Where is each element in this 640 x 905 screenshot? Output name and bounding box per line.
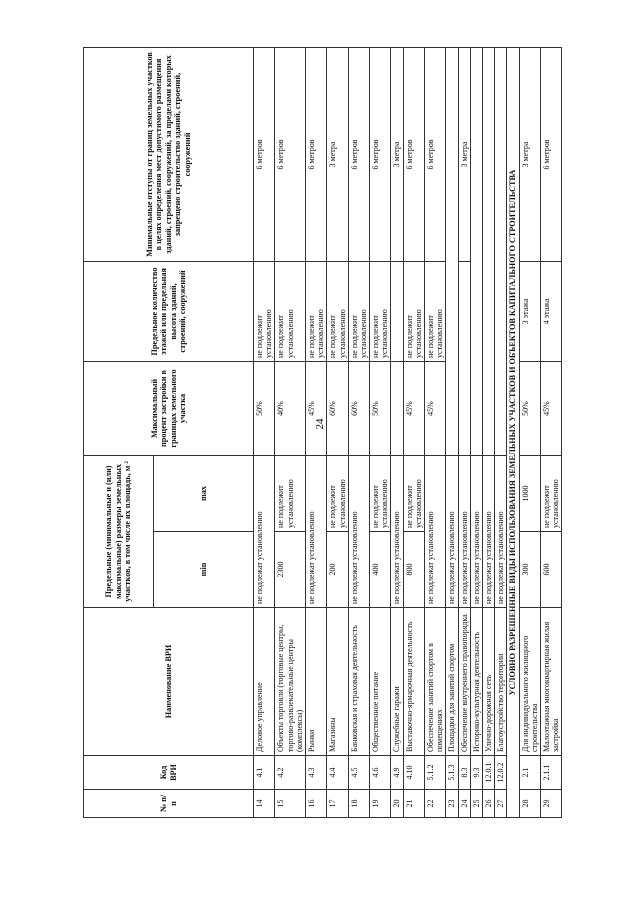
row-setback: 6 метров: [425, 47, 446, 261]
row-num: 16: [305, 790, 326, 818]
row-min: 800: [403, 532, 424, 608]
row-setback: 6 метров: [275, 47, 306, 261]
table-row: [348, 47, 369, 817]
table-row: [403, 47, 424, 817]
row-empty: [470, 47, 482, 455]
table-row: [370, 47, 391, 817]
row-empty: [495, 47, 507, 455]
header-min: min: [154, 532, 254, 608]
row-num: 28: [519, 790, 540, 818]
page-number: 24: [314, 418, 326, 430]
row-num: 14: [254, 790, 275, 818]
row-num: 15: [275, 790, 306, 818]
row-setback: 3 метра: [519, 47, 540, 261]
row-name: Улично-дорожная сеть: [482, 608, 494, 756]
row-area: не подлежат установлению: [482, 455, 494, 607]
table-row: [458, 47, 470, 817]
table-row: [275, 47, 306, 817]
row-area: не подлежат установлению: [446, 455, 458, 607]
row-code: 2.1.1: [541, 756, 562, 790]
row-code: 4.5: [348, 756, 369, 790]
row-percent: 45%: [403, 361, 424, 455]
row-floors: не подлежит установлению: [348, 261, 369, 361]
header-num: № п/п: [84, 790, 254, 818]
row-setback: 6 метров: [541, 47, 562, 261]
row-floors: 3 этажа: [519, 261, 540, 361]
table-row: [327, 47, 348, 817]
row-name: Площадки для занятий спортом: [446, 608, 458, 756]
header-percent: Максимальный процент застройки в границах земельного участка: [84, 361, 254, 455]
row-num: 25: [470, 790, 482, 818]
row-max: не подлежит установлению: [541, 455, 562, 531]
row-setback: 6 метров: [305, 47, 326, 261]
row-name: Для индивидуального жилищного строительства: [519, 608, 540, 756]
row-floors: не подлежит установлению: [327, 261, 348, 361]
row-percent: 50%: [370, 361, 391, 455]
row-code: 12.0.2: [495, 756, 507, 790]
header-name: Наименование ВРИ: [84, 608, 254, 756]
row-name: Общественное питание: [370, 608, 391, 756]
row-percent: 45%: [425, 361, 446, 455]
row-code: 4.4: [327, 756, 348, 790]
row-code: 9.3: [470, 756, 482, 790]
row-min: 300: [519, 532, 540, 608]
table-row: [305, 47, 326, 817]
row-name: Историко-культурная деятельность: [470, 608, 482, 756]
header-code: Код ВРИ: [84, 756, 254, 790]
row-floors: не подлежит установлению: [275, 261, 306, 361]
row-floors: не подлежит установлению: [370, 261, 391, 361]
table-row: [541, 47, 562, 817]
row-code: 4.9: [391, 756, 403, 790]
table-row: [495, 47, 507, 817]
section-title-row: [507, 47, 519, 817]
row-code: 4.10: [403, 756, 424, 790]
row-area: не подлежат установлению: [391, 455, 403, 607]
row-empty: [446, 47, 458, 455]
row-setback: 6 метров: [403, 47, 424, 261]
row-code: 4.1: [254, 756, 275, 790]
row-percent: 40%: [275, 361, 306, 455]
section-title: УСЛОВНО РАЗРЕШЕННЫЕ ВИДЫ ИСПОЛЬЗОВАНИЯ ЗЕМЕЛЬНЫХ УЧАСТКОВ И ОБЪЕКТОВ КАПИТАЛЬНОГО СТРОИТЕЛЬСТВА: [507, 47, 519, 817]
table-row: [425, 47, 446, 817]
row-setback: 6 метров: [348, 47, 369, 261]
row-min: 2300: [275, 532, 306, 608]
table-row: [519, 47, 540, 817]
row-num: 29: [541, 790, 562, 818]
row-empty: [482, 47, 494, 455]
table-row: [446, 47, 458, 817]
row-max: не подлежит установлению: [403, 455, 424, 531]
row-code: 2.1: [519, 756, 540, 790]
row-setback: 3 метра: [327, 47, 348, 261]
header-floors: Предельное количество этажей или предельная высота зданий, строений, сооружений: [84, 261, 254, 361]
table-row: [391, 47, 403, 817]
zoning-table-container: [83, 48, 603, 818]
row-code: 12.0.1: [482, 756, 494, 790]
row-setback: 3 метра: [458, 47, 470, 261]
row-area: не подлежат установлению: [495, 455, 507, 607]
row-name: Выставочно-ярмарочная деятельность: [403, 608, 424, 756]
row-max: 1000: [519, 455, 540, 531]
row-name: Магазины: [327, 608, 348, 756]
row-max: не подлежит установлению: [327, 455, 348, 531]
row-name: Рынки: [305, 608, 326, 756]
row-num: 19: [370, 790, 391, 818]
row-name: Служебные гаражи: [391, 608, 403, 756]
row-area: не подлежат установлению: [254, 455, 275, 607]
row-code: 4.6: [370, 756, 391, 790]
row-max: не подлежит установлению: [370, 455, 391, 531]
row-min: 200: [327, 532, 348, 608]
row-min: 600: [541, 532, 562, 608]
table-row: [482, 47, 494, 817]
row-percent: 60%: [327, 361, 348, 455]
row-num: 22: [425, 790, 446, 818]
row-floors: не подлежит установлению: [403, 261, 424, 361]
row-max: не подлежит установлению: [275, 455, 306, 531]
row-area: не подлежат установлению: [425, 455, 446, 607]
row-num: 27: [495, 790, 507, 818]
header-area-group: Предельные (минимальные и (или) максимальные) размеры земельных участков, в том числе их площадь, м ²: [84, 455, 154, 607]
row-min: 400: [370, 532, 391, 608]
row-floors: 4 этажа: [541, 261, 562, 361]
row-floors: не подлежит установлению: [425, 261, 446, 361]
row-code: 8.3: [458, 756, 470, 790]
table-row: [254, 47, 275, 817]
row-setback: 6 метров: [370, 47, 391, 261]
row-percent: 45%: [305, 361, 326, 455]
row-num: 20: [391, 790, 403, 818]
row-num: 17: [327, 790, 348, 818]
row-percent: 60%: [348, 361, 369, 455]
header-setback: Минимальные отступы от границ земельных участков в целях определения мест допустимого размещения зданий, строений, сооружений, за пределами которых запрещено строительство зданий, строений, сооружений: [84, 47, 254, 261]
row-name: Деловое управление: [254, 608, 275, 756]
row-percent: 50%: [519, 361, 540, 455]
row-percent: 50%: [254, 361, 275, 455]
row-floors: не подлежит установлению: [254, 261, 275, 361]
row-area: не подлежат установлению: [470, 455, 482, 607]
row-name: Банковская и страховая деятельность: [348, 608, 369, 756]
row-floors: не подлежит установлению: [305, 261, 326, 361]
row-num: 24: [458, 790, 470, 818]
table-row: [470, 47, 482, 817]
row-floors: [391, 261, 403, 361]
row-num: 26: [482, 790, 494, 818]
row-name: Обеспечение занятий спортом в помещениях: [425, 608, 446, 756]
row-percent: [391, 361, 403, 455]
zoning-table: [83, 47, 562, 818]
row-num: 23: [446, 790, 458, 818]
row-code: 5.1.2: [425, 756, 446, 790]
row-num: 18: [348, 790, 369, 818]
row-name: Благоустройство территории: [495, 608, 507, 756]
row-setback: 3 метра: [391, 47, 403, 261]
row-setback: 6 метров: [254, 47, 275, 261]
row-code: 4.2: [275, 756, 306, 790]
row-area: не подлежат установлению: [458, 455, 470, 607]
row-area: не подлежат установлению: [348, 455, 369, 607]
row-num: 21: [403, 790, 424, 818]
row-name: Малоэтажная многоквартирная жилая застройка: [541, 608, 562, 756]
row-code: 5.1.3: [446, 756, 458, 790]
header-max: max: [154, 455, 254, 531]
row-area: не подлежат установлению: [305, 455, 326, 607]
row-empty: [458, 261, 470, 455]
row-name: Объекты торговли (торговые центры, торгово-развлекательные центры (комплексы): [275, 608, 306, 756]
row-name: Обеспечение внутреннего правопорядка: [458, 608, 470, 756]
row-percent: 45%: [541, 361, 562, 455]
row-code: 4.3: [305, 756, 326, 790]
